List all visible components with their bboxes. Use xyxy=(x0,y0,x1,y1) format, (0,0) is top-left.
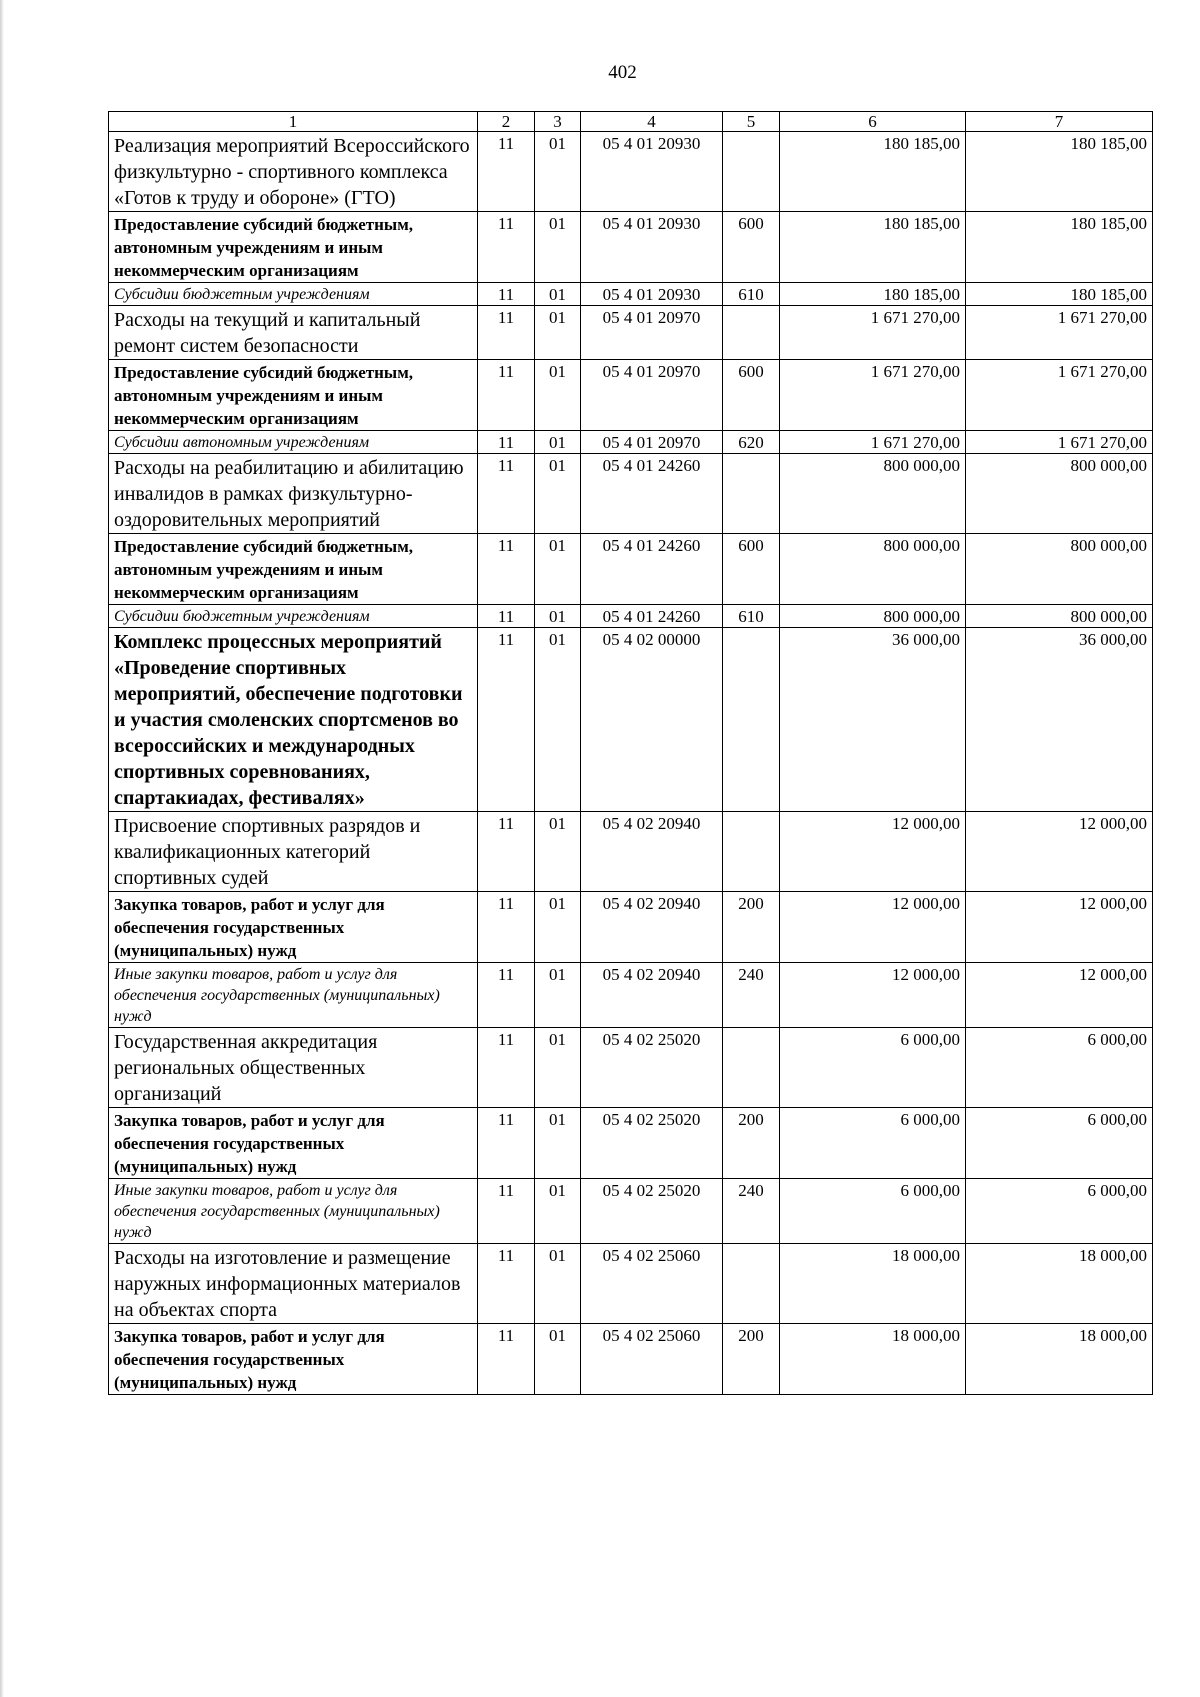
row-description: Субсидии автономным учреждениям xyxy=(109,431,478,454)
target-article-code: 05 4 01 20970 xyxy=(581,306,723,360)
table-body xyxy=(109,132,1153,1395)
expense-type-code: 200 xyxy=(723,892,780,963)
amount-year-2: 6 000,00 xyxy=(966,1108,1153,1179)
expense-type-code xyxy=(723,1028,780,1108)
row-description: Субсидии бюджетным учреждениям xyxy=(109,605,478,628)
subsection-code: 01 xyxy=(535,454,581,534)
table-row xyxy=(109,1324,1153,1395)
section-code: 11 xyxy=(478,306,535,360)
row-description: Закупка товаров, работ и услуг для обеспечения государственных (муниципальных) нужд xyxy=(109,1108,478,1179)
page-number: 402 xyxy=(608,62,637,83)
expense-type-code xyxy=(723,454,780,534)
row-description: Предоставление субсидий бюджетным, автономным учреждениям и иным некоммерческим организациям xyxy=(109,534,478,605)
section-code: 11 xyxy=(478,132,535,212)
table-row xyxy=(109,1028,1153,1108)
subsection-code: 01 xyxy=(535,212,581,283)
target-article-code: 05 4 01 24260 xyxy=(581,534,723,605)
expense-type-code: 600 xyxy=(723,212,780,283)
expense-type-code: 200 xyxy=(723,1108,780,1179)
amount-year-1: 1 671 270,00 xyxy=(780,360,966,431)
amount-year-1: 800 000,00 xyxy=(780,605,966,628)
amount-year-1: 180 185,00 xyxy=(780,212,966,283)
amount-year-1: 6 000,00 xyxy=(780,1179,966,1244)
column-header: 7 xyxy=(966,112,1153,132)
subsection-code: 01 xyxy=(535,360,581,431)
subsection-code: 01 xyxy=(535,963,581,1028)
subsection-code: 01 xyxy=(535,1179,581,1244)
target-article-code: 05 4 02 25060 xyxy=(581,1324,723,1395)
amount-year-1: 800 000,00 xyxy=(780,534,966,605)
table-row xyxy=(109,132,1153,212)
section-code: 11 xyxy=(478,1324,535,1395)
subsection-code: 01 xyxy=(535,534,581,605)
subsection-code: 01 xyxy=(535,1028,581,1108)
target-article-code: 05 4 02 25020 xyxy=(581,1028,723,1108)
section-code: 11 xyxy=(478,534,535,605)
row-description: Реализация мероприятий Всероссийского физкультурно - спортивного комплекса «Готов к труду и обороне» (ГТО) xyxy=(109,132,478,212)
table-row xyxy=(109,212,1153,283)
amount-year-2: 800 000,00 xyxy=(966,454,1153,534)
amount-year-1: 12 000,00 xyxy=(780,812,966,892)
expense-type-code: 200 xyxy=(723,1324,780,1395)
expense-type-code xyxy=(723,132,780,212)
expense-type-code: 600 xyxy=(723,534,780,605)
subsection-code: 01 xyxy=(535,132,581,212)
amount-year-1: 180 185,00 xyxy=(780,132,966,212)
section-code: 11 xyxy=(478,1028,535,1108)
row-description: Комплекс процессных мероприятий «Проведение спортивных мероприятий, обеспечение подготовки и участия смоленских спортсменов во всероссийских и международных спортивных соревнованиях, спартакиадах, фестивалях» xyxy=(109,628,478,812)
amount-year-1: 12 000,00 xyxy=(780,963,966,1028)
amount-year-2: 18 000,00 xyxy=(966,1244,1153,1324)
section-code: 11 xyxy=(478,1179,535,1244)
target-article-code: 05 4 02 20940 xyxy=(581,812,723,892)
subsection-code: 01 xyxy=(535,628,581,812)
amount-year-2: 800 000,00 xyxy=(966,605,1153,628)
subsection-code: 01 xyxy=(535,306,581,360)
table-row xyxy=(109,534,1153,605)
target-article-code: 05 4 01 20930 xyxy=(581,212,723,283)
column-header: 3 xyxy=(535,112,581,132)
subsection-code: 01 xyxy=(535,812,581,892)
expense-type-code xyxy=(723,812,780,892)
section-code: 11 xyxy=(478,812,535,892)
row-description: Расходы на реабилитацию и абилитацию инвалидов в рамках физкультурно-оздоровительных мероприятий xyxy=(109,454,478,534)
subsection-code: 01 xyxy=(535,892,581,963)
budget-table xyxy=(108,111,1153,1395)
row-description: Расходы на изготовление и размещение наружных информационных материалов на объектах спорта xyxy=(109,1244,478,1324)
table-row xyxy=(109,963,1153,1028)
section-code: 11 xyxy=(478,892,535,963)
expense-type-code: 620 xyxy=(723,431,780,454)
row-description: Субсидии бюджетным учреждениям xyxy=(109,283,478,306)
table-row xyxy=(109,892,1153,963)
amount-year-1: 180 185,00 xyxy=(780,283,966,306)
subsection-code: 01 xyxy=(535,431,581,454)
section-code: 11 xyxy=(478,605,535,628)
subsection-code: 01 xyxy=(535,605,581,628)
row-description: Иные закупки товаров, работ и услуг для обеспечения государственных (муниципальных) нужд xyxy=(109,1179,478,1244)
row-description: Закупка товаров, работ и услуг для обеспечения государственных (муниципальных) нужд xyxy=(109,892,478,963)
amount-year-2: 6 000,00 xyxy=(966,1179,1153,1244)
column-header: 2 xyxy=(478,112,535,132)
row-description: Государственная аккредитация региональных общественных организаций xyxy=(109,1028,478,1108)
table-row xyxy=(109,1244,1153,1324)
expense-type-code xyxy=(723,306,780,360)
amount-year-2: 6 000,00 xyxy=(966,1028,1153,1108)
target-article-code: 05 4 01 20970 xyxy=(581,360,723,431)
target-article-code: 05 4 01 24260 xyxy=(581,454,723,534)
scan-edge xyxy=(0,0,4,1697)
column-header: 5 xyxy=(723,112,780,132)
table-row xyxy=(109,1108,1153,1179)
target-article-code: 05 4 02 00000 xyxy=(581,628,723,812)
section-code: 11 xyxy=(478,212,535,283)
target-article-code: 05 4 01 24260 xyxy=(581,605,723,628)
row-description: Закупка товаров, работ и услуг для обеспечения государственных (муниципальных) нужд xyxy=(109,1324,478,1395)
expense-type-code: 610 xyxy=(723,605,780,628)
section-code: 11 xyxy=(478,1244,535,1324)
table-row xyxy=(109,605,1153,628)
row-description: Расходы на текущий и капитальный ремонт систем безопасности xyxy=(109,306,478,360)
amount-year-1: 36 000,00 xyxy=(780,628,966,812)
expense-type-code xyxy=(723,628,780,812)
amount-year-1: 18 000,00 xyxy=(780,1244,966,1324)
target-article-code: 05 4 02 25020 xyxy=(581,1108,723,1179)
table-row xyxy=(109,431,1153,454)
expense-type-code: 600 xyxy=(723,360,780,431)
amount-year-2: 12 000,00 xyxy=(966,892,1153,963)
subsection-code: 01 xyxy=(535,1108,581,1179)
row-description: Присвоение спортивных разрядов и квалификационных категорий спортивных судей xyxy=(109,812,478,892)
table-row xyxy=(109,628,1153,812)
section-code: 11 xyxy=(478,431,535,454)
expense-type-code: 240 xyxy=(723,963,780,1028)
amount-year-1: 18 000,00 xyxy=(780,1324,966,1395)
table-row xyxy=(109,1179,1153,1244)
section-code: 11 xyxy=(478,360,535,431)
target-article-code: 05 4 01 20930 xyxy=(581,283,723,306)
amount-year-1: 6 000,00 xyxy=(780,1108,966,1179)
column-number-row xyxy=(109,112,1153,132)
subsection-code: 01 xyxy=(535,1244,581,1324)
amount-year-2: 18 000,00 xyxy=(966,1324,1153,1395)
row-description: Предоставление субсидий бюджетным, автономным учреждениям и иным некоммерческим организациям xyxy=(109,360,478,431)
expense-type-code: 610 xyxy=(723,283,780,306)
table-row xyxy=(109,454,1153,534)
row-description: Предоставление субсидий бюджетным, автономным учреждениям и иным некоммерческим организациям xyxy=(109,212,478,283)
amount-year-2: 180 185,00 xyxy=(966,212,1153,283)
target-article-code: 05 4 01 20970 xyxy=(581,431,723,454)
target-article-code: 05 4 02 25060 xyxy=(581,1244,723,1324)
amount-year-2: 36 000,00 xyxy=(966,628,1153,812)
column-header: 4 xyxy=(581,112,723,132)
amount-year-1: 6 000,00 xyxy=(780,1028,966,1108)
section-code: 11 xyxy=(478,628,535,812)
amount-year-1: 12 000,00 xyxy=(780,892,966,963)
section-code: 11 xyxy=(478,283,535,306)
section-code: 11 xyxy=(478,454,535,534)
amount-year-2: 800 000,00 xyxy=(966,534,1153,605)
subsection-code: 01 xyxy=(535,283,581,306)
expense-type-code xyxy=(723,1244,780,1324)
amount-year-2: 1 671 270,00 xyxy=(966,306,1153,360)
target-article-code: 05 4 02 20940 xyxy=(581,892,723,963)
column-header: 1 xyxy=(109,112,478,132)
table-row xyxy=(109,812,1153,892)
amount-year-2: 12 000,00 xyxy=(966,812,1153,892)
table-row xyxy=(109,360,1153,431)
subsection-code: 01 xyxy=(535,1324,581,1395)
section-code: 11 xyxy=(478,1108,535,1179)
amount-year-1: 1 671 270,00 xyxy=(780,431,966,454)
section-code: 11 xyxy=(478,963,535,1028)
amount-year-1: 800 000,00 xyxy=(780,454,966,534)
target-article-code: 05 4 02 25020 xyxy=(581,1179,723,1244)
table-row xyxy=(109,283,1153,306)
amount-year-2: 1 671 270,00 xyxy=(966,431,1153,454)
target-article-code: 05 4 01 20930 xyxy=(581,132,723,212)
amount-year-2: 12 000,00 xyxy=(966,963,1153,1028)
row-description: Иные закупки товаров, работ и услуг для обеспечения государственных (муниципальных) нужд xyxy=(109,963,478,1028)
amount-year-2: 180 185,00 xyxy=(966,132,1153,212)
amount-year-1: 1 671 270,00 xyxy=(780,306,966,360)
amount-year-2: 180 185,00 xyxy=(966,283,1153,306)
target-article-code: 05 4 02 20940 xyxy=(581,963,723,1028)
column-header: 6 xyxy=(780,112,966,132)
expense-type-code: 240 xyxy=(723,1179,780,1244)
amount-year-2: 1 671 270,00 xyxy=(966,360,1153,431)
table-row xyxy=(109,306,1153,360)
